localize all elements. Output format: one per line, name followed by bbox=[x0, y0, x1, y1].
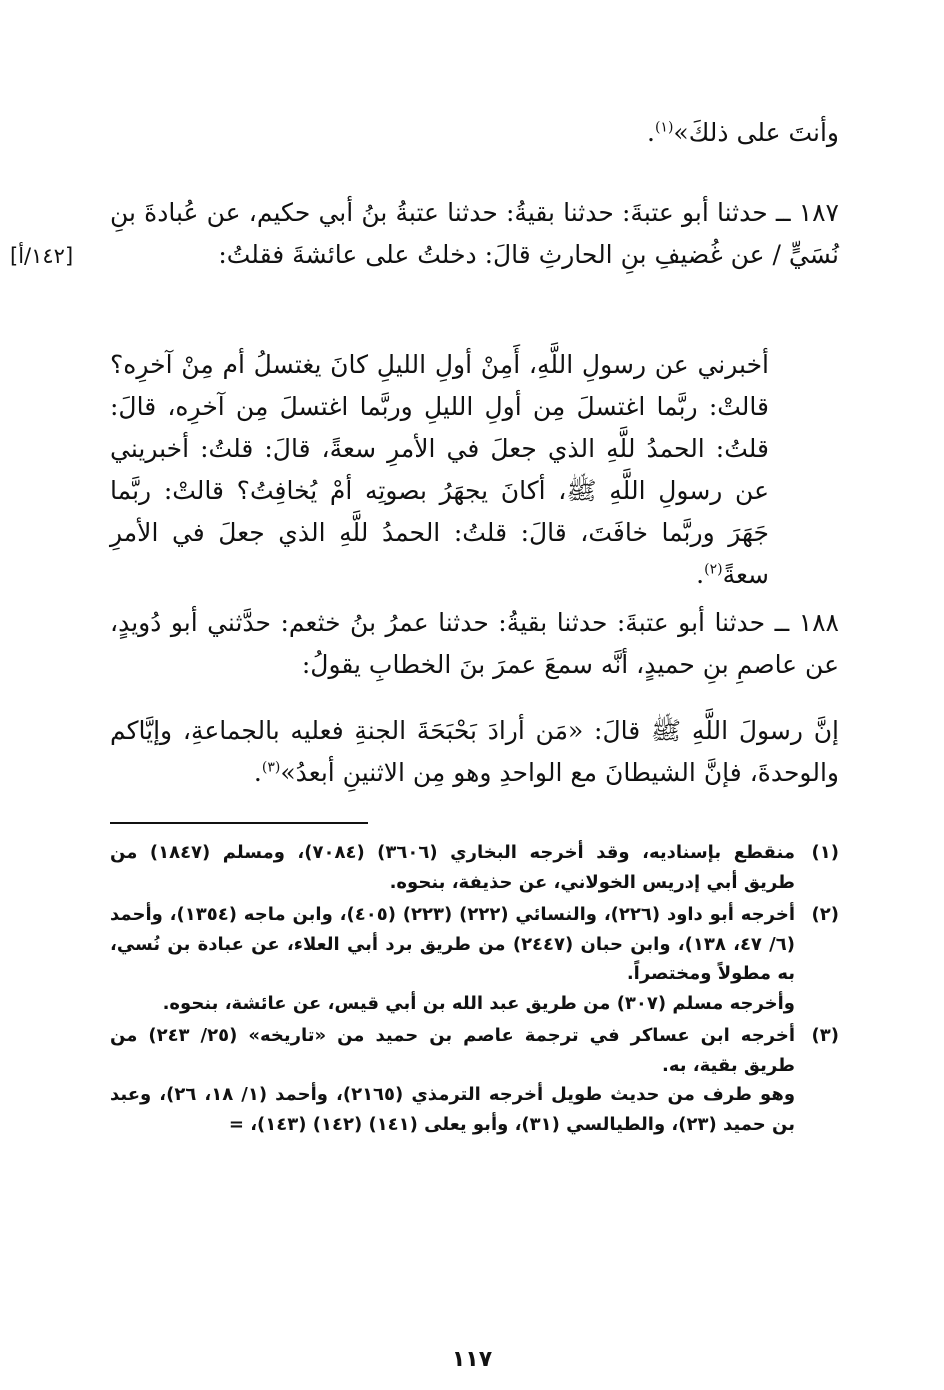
footnote-3 bbox=[110, 1021, 839, 1139]
footnote-ref-1[interactable]: (١) bbox=[654, 119, 674, 136]
footnote-line: أخرجه ابن عساكر في ترجمة عاصم بن حميد من «تاريخه» (٢٥/ ٢٤٣) من طريق بقية، به. bbox=[110, 1025, 796, 1076]
footnote-number: (١) bbox=[811, 842, 839, 863]
hadith-188-isnad: ١٨٨ ــ حدثنا أبو عتبةَ: حدثنا بقيةُ: حدثنا عمرُ بنُ خثعم: حدَّثني أبو دُويدٍ، عن عاصمِ بنِ حميدٍ، أنَّه سمعَ عمرَ بنَ الخطابِ يقولُ: bbox=[110, 608, 839, 679]
paragraph-1 bbox=[110, 112, 839, 154]
page-number: ١١٧ bbox=[451, 1347, 493, 1372]
footnote-number: (٣) bbox=[811, 1025, 839, 1046]
footnote-number: (٢) bbox=[811, 904, 839, 925]
footnote-ref-2[interactable]: (٢) bbox=[704, 561, 723, 578]
paragraph-1-text: وأنتَ على ذلكَ» bbox=[673, 118, 839, 147]
footnotes bbox=[110, 838, 839, 1142]
hadith-188-matn bbox=[110, 710, 839, 794]
hadith-187-isnad: ١٨٧ ــ حدثنا أبو عتبةَ: حدثنا بقيةُ: حدثنا عتبةُ بنُ أبي حكيم، عن عُبادةَ بنِ نُسَيٍّ / عن غُضيفِ بنِ الحارثِ قالَ: دخلتُ على عائشةَ فقلتُ: bbox=[110, 198, 839, 269]
hadith-187-matn-text: أخبرني عن رسولِ اللَّهِ، أَمِنْ أولِ الليلِ كانَ يغتسلُ أم مِنْ آخرِه؟ قالتْ: ربَّما اغتسلَ مِن أولِ الليلِ وربَّما اغتسلَ مِن آخرِه، قالَ: قلتُ: الحمدُ للَّهِ الذي جعلَ في الأمرِ سعةً، قالَ: قلتُ: أخبريني عن رسولِ اللَّهِ ﷺ، أكانَ يجهَرُ بصوتِه أمْ يُخافِتُ؟ قالتْ: ربَّما جَهَرَ وربَّما خافَتَ، قالَ: قلتُ: الحمدُ للَّهِ الذي جعلَ في الأمرِ سعةً bbox=[110, 350, 769, 589]
footnote-body bbox=[110, 900, 795, 1018]
hadith-188-matn-end: . bbox=[253, 758, 262, 787]
manuscript-folio-note: [١٤٢/أ] bbox=[10, 244, 74, 268]
hadith-187-matn-end: . bbox=[696, 560, 705, 589]
hadith-187-matn bbox=[110, 344, 839, 596]
footnote-separator bbox=[110, 822, 368, 824]
footnote-1 bbox=[110, 838, 839, 897]
footnote-line: أخرجه أبو داود (٢٢٦)، والنسائي (٢٢٢) (٢٢٣) (٤٠٥)، وابن ماجه (١٣٥٤)، وأحمد (٦/ ٤٧، ١٣٨)، وابن حبان (٢٤٤٧) من طريق برد أبي العلاء، عن عبادة بن نُسي، به مطولاً ومختصراً. bbox=[110, 904, 795, 984]
footnote-line: وهو طرف من حديث طويل أخرجه الترمذي (٢١٦٥)، وأحمد (١/ ١٨، ٢٦)، وعبد بن حميد (٢٣)، والطيالسي (٣١)، وأبو يعلى (١٤١) (١٤٢) (١٤٣)، = bbox=[110, 1084, 796, 1135]
footnote-line: منقطع بإسناديه، وقد أخرجه البخاري (٣٦٠٦) (٧٠٨٤)، ومسلم (١٨٤٧) من طريق أبي إدريس الخولاني، عن حذيفة، بنحوه. bbox=[110, 842, 795, 893]
footnote-line: وأخرجه مسلم (٣٠٧) من طريق عبد الله بن أبي قيس، عن عائشة، بنحوه. bbox=[162, 992, 795, 1014]
footnote-ref-3[interactable]: (٣) bbox=[261, 759, 281, 776]
footnote-body bbox=[110, 1021, 795, 1139]
paragraph-1-end: . bbox=[647, 118, 655, 147]
book-page bbox=[10, 112, 839, 1330]
footnote-body bbox=[110, 838, 795, 897]
hadith-188-matn-text: إنَّ رسولَ اللَّهِ ﷺ قالَ: «مَن أرادَ بَحْبَحَةَ الجنةِ فعليه بالجماعةِ، وإيَّاكم والوحدةَ، فإنَّ الشيطانَ مع الواحدِ وهو مِن الاثنينِ أبعدُ» bbox=[110, 716, 839, 787]
footnote-2 bbox=[110, 900, 839, 1018]
